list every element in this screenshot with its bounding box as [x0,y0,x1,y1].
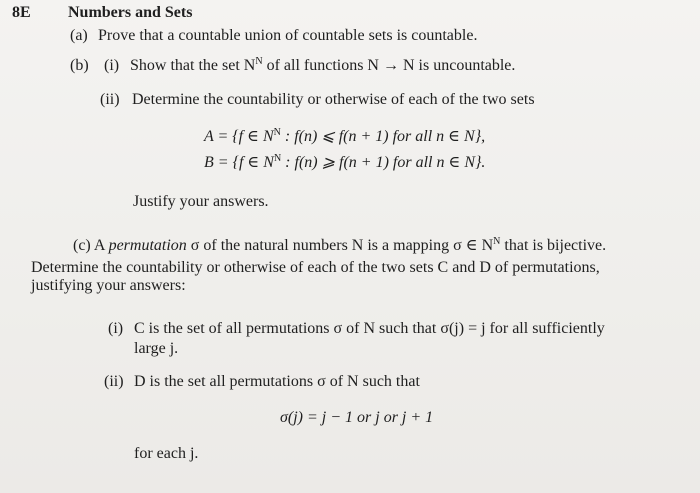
set-b-lhs: B = {f ∈ N [204,154,274,171]
set-b-sup: N [273,153,282,164]
part-c-label: (c) [73,237,91,254]
part-b-i-label: (i) [104,57,120,74]
part-b-ii-label: (ii) [100,91,120,108]
part-b-i-text-2: of all functions N → N is uncountable. [266,57,516,74]
part-c-i-text-1: C is the set of all permutations σ of N such that σ(j) = j for all sufficiently [134,320,605,337]
part-a-text: Prove that a countable union of countable sets is countable. [98,27,478,44]
problem-title: Numbers and Sets [68,4,193,21]
part-c-intro-3: that is bijective. [504,237,607,254]
part-c-ii-tail: for each j. [134,445,199,462]
part-c-term: permutation [108,237,187,254]
set-a-lhs: A = {f ∈ N [204,128,274,145]
set-a-rhs: : f(n) ⩽ f(n + 1) for all n ∈ N}, [284,128,486,145]
set-b-definition [204,153,485,175]
set-b-rhs: : f(n) ⩾ f(n + 1) for all n ∈ N}. [285,154,486,171]
part-c-line-2: Determine the countability or otherwise of each of the two sets C and D of permutations, [31,259,600,276]
part-c-ii-text: D is the set all permutations σ of N such that [134,373,420,390]
part-c-line-3: justifying your answers: [31,277,186,294]
part-c-ii-formula: σ(j) = j − 1 or j or j + 1 [280,409,434,426]
part-c-intro [73,236,606,258]
part-b-label: (b) [70,57,89,74]
part-b-i-set: N [243,57,256,74]
part-c-intro-1: A [93,237,105,254]
part-b-ii-text: Determine the countability or otherwise of each of the two sets [132,91,535,108]
part-b-i-text-1: Show that the set [130,57,240,74]
part-c-i-text-2: large j. [134,340,179,357]
part-c-intro-sup: N [493,236,501,247]
set-a-definition [204,127,485,149]
problem-number: 8E [12,4,31,21]
part-c-i-label: (i) [108,320,124,337]
part-b-i-sup: N [255,56,263,67]
set-a-sup: N [273,127,281,138]
part-c-ii-label: (ii) [104,373,124,390]
justify-text: Justify your answers. [133,193,269,210]
part-c-intro-2: σ of the natural numbers N is a mapping σ ∈ N [190,237,494,254]
part-a-label: (a) [70,27,88,44]
part-b-i-text [130,56,515,78]
